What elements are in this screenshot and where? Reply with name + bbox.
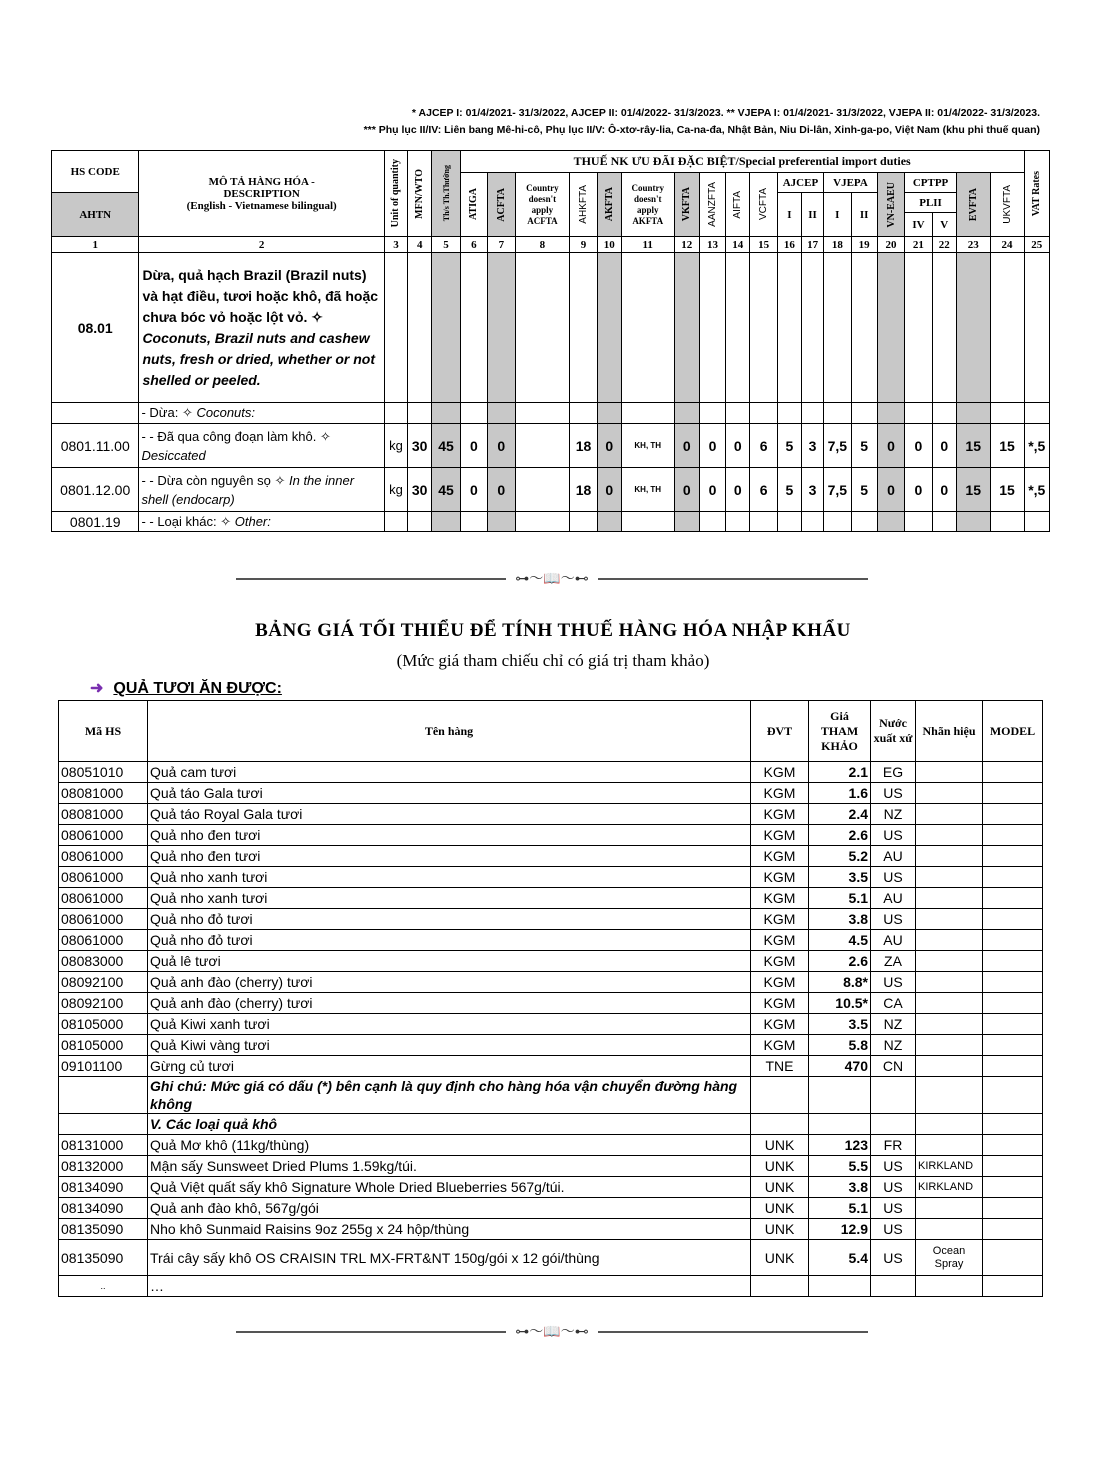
- unit-cell: TNE: [751, 1056, 809, 1077]
- cptpp-header: CPTPP: [905, 173, 957, 193]
- country-cell: US: [871, 909, 916, 930]
- section-heading: ➜ QUẢ TƯƠI ĂN ĐƯỢC:: [90, 680, 282, 697]
- country-cell: CA: [871, 993, 916, 1014]
- aanzfta-header: AANZFTA: [699, 173, 725, 237]
- heading-code: 08.01: [52, 253, 139, 403]
- country-cell: US: [871, 1240, 916, 1276]
- description-header: MÔ TẢ HÀNG HÓA - DESCRIPTION (English - Vietnamese bilingual): [139, 151, 384, 237]
- name-cell: Quả anh đào (cherry) tươi: [148, 972, 751, 993]
- model-cell: [983, 951, 1043, 972]
- vkfta-header: VKFTA: [674, 173, 699, 237]
- vcfta-header: VCFTA: [750, 173, 777, 237]
- brand-cell: [916, 1135, 983, 1156]
- country-cell: US: [871, 1156, 916, 1177]
- price-cell: 5.8: [809, 1035, 871, 1056]
- price-cell: 10.5*: [809, 993, 871, 1014]
- unit-cell: KGM: [751, 825, 809, 846]
- unit-cell: KGM: [751, 762, 809, 783]
- price-cell: 5.5: [809, 1156, 871, 1177]
- hs-cell: 08135090: [59, 1219, 148, 1240]
- ahkfta-header: AHKFTA: [570, 173, 597, 237]
- price-cell: 123: [809, 1135, 871, 1156]
- ajcep-header: AJCEP: [777, 173, 823, 193]
- country-cell: FR: [871, 1135, 916, 1156]
- hs-cell: 08092100: [59, 972, 148, 993]
- plii-header: PLII: [905, 193, 957, 213]
- table-row: [59, 1014, 1043, 1035]
- special-duties-header: THUẾ NK ƯU ĐÃI ĐẶC BIỆT/Special preferential import duties: [460, 151, 1024, 173]
- country-cell: AU: [871, 930, 916, 951]
- price-cell: 2.6: [809, 951, 871, 972]
- evfta-header: EVFTA: [956, 173, 990, 237]
- unit-cell: KGM: [751, 867, 809, 888]
- brand-cell: [916, 1035, 983, 1056]
- price-cell: 2.1: [809, 762, 871, 783]
- brand-cell: [916, 888, 983, 909]
- table-row: [59, 888, 1043, 909]
- brand-cell: Ocean Spray: [916, 1240, 983, 1276]
- table-row: [59, 1177, 1043, 1198]
- brand-cell: [916, 762, 983, 783]
- name-cell: Quả Kiwi vàng tươi: [148, 1035, 751, 1056]
- cptpp-v-header: V: [932, 213, 956, 237]
- model-cell: [983, 909, 1043, 930]
- table-row: [59, 804, 1043, 825]
- brand-header: Nhãn hiệu: [916, 701, 983, 762]
- model-cell: [983, 1177, 1043, 1198]
- model-cell: [983, 1014, 1043, 1035]
- book-ornament-icon: ⊶〜📖〜⊷: [506, 1323, 598, 1339]
- country-cell: US: [871, 783, 916, 804]
- tariff-row-0801-11-00: 0801.11.00 - - Đã qua công đoạn làm khô. ✧ Desiccated kg 30 45 0 0 18 0 KH, TH 0 0 0 6 5 3 7,5 5 0 0 0 15 15 *,5: [52, 424, 1050, 468]
- vn-eaeu-header: VN-EAEU: [877, 173, 904, 237]
- table-row: [59, 993, 1043, 1014]
- name-cell: Quả nho đen tươi: [148, 825, 751, 846]
- table-row: [59, 783, 1043, 804]
- price-cell: 3.8: [809, 1177, 871, 1198]
- model-cell: [983, 867, 1043, 888]
- dried-fruit-heading-row: [59, 1114, 1043, 1135]
- hs-cell: 08132000: [59, 1156, 148, 1177]
- hs-cell: 08083000: [59, 951, 148, 972]
- brand-cell: [916, 1198, 983, 1219]
- table-row: [59, 1135, 1043, 1156]
- model-cell: [983, 783, 1043, 804]
- unit-cell: KGM: [751, 888, 809, 909]
- price-table-subtitle: (Mức giá tham chiếu chỉ có giá trị tham khảo): [396, 651, 710, 670]
- hs-cell: 08134090: [59, 1177, 148, 1198]
- country-cell: AU: [871, 888, 916, 909]
- name-cell: Quả Mơ khô (11kg/thùng): [148, 1135, 751, 1156]
- model-cell: [983, 804, 1043, 825]
- model-cell: [983, 825, 1043, 846]
- model-cell: [983, 1035, 1043, 1056]
- hs-cell: 08061000: [59, 867, 148, 888]
- unit-cell: KGM: [751, 1035, 809, 1056]
- acfta-header: ACFTA: [488, 173, 515, 237]
- price-cell: 8.8*: [809, 972, 871, 993]
- name-cell: Trái cây sấy khô OS CRAISIN TRL MX-FRT&NT 150g/gói x 12 gói/thùng: [148, 1240, 751, 1276]
- price-cell: 5.4: [809, 1240, 871, 1276]
- footnote-annex: *** Phụ lục II/IV: Liên bang Mê-hi-cô, Phụ lục II/V: Ô-xtơ-rây-lia, Ca-na-đa, Nhật Bản, Niu Di-lân, Xinh-ga-po, Việt Nam (khu phi thuế quan): [363, 124, 1040, 136]
- unit-cell: UNK: [751, 1240, 809, 1276]
- unit-cell: KGM: [751, 783, 809, 804]
- price-cell: 5.1: [809, 888, 871, 909]
- hs-cell: 08092100: [59, 993, 148, 1014]
- country-cell: NZ: [871, 1035, 916, 1056]
- mfn-header: MFN/WTO: [408, 151, 432, 237]
- brand-cell: [916, 972, 983, 993]
- brand-cell: [916, 909, 983, 930]
- unit-header: Unit of quantity: [384, 151, 407, 237]
- country-not-acfta-header: Country doesn't apply ACFTA: [515, 173, 570, 237]
- hs-cell: 08061000: [59, 846, 148, 867]
- brand-cell: [916, 846, 983, 867]
- model-cell: [983, 993, 1043, 1014]
- price-cell: 5.2: [809, 846, 871, 867]
- air-freight-note: Ghi chú: Mức giá có dấu (*) bên cạnh là quy định cho hàng hóa vận chuyển đường hàng không: [148, 1077, 751, 1114]
- unit-cell: UNK: [751, 1135, 809, 1156]
- table-row: [59, 972, 1043, 993]
- model-cell: [983, 762, 1043, 783]
- hs-cell: 08061000: [59, 825, 148, 846]
- brand-cell: KIRKLAND: [916, 1177, 983, 1198]
- unit-cell: KGM: [751, 804, 809, 825]
- price-table-title: BẢNG GIÁ TỐI THIỂU ĐỂ TÍNH THUẾ HÀNG HÓA NHẬP KHẨU: [255, 620, 851, 641]
- model-header: MODEL: [983, 701, 1043, 762]
- table-row: [59, 1035, 1043, 1056]
- ahtn-header: AHTN: [52, 193, 139, 237]
- model-cell: [983, 888, 1043, 909]
- name-cell: Quả cam tươi: [148, 762, 751, 783]
- ellipsis-hs: ..: [59, 1276, 148, 1297]
- name-cell: Quả nho xanh tươi: [148, 888, 751, 909]
- table-row: [59, 930, 1043, 951]
- unit-cell: UNK: [751, 1198, 809, 1219]
- model-cell: [983, 846, 1043, 867]
- table-row: [59, 846, 1043, 867]
- hs-cell: 08061000: [59, 930, 148, 951]
- price-cell: 5.1: [809, 1198, 871, 1219]
- unit-cell: UNK: [751, 1177, 809, 1198]
- note-row: [59, 1077, 1043, 1114]
- country-cell: NZ: [871, 1014, 916, 1035]
- name-cell: Quả anh đào (cherry) tươi: [148, 993, 751, 1014]
- dried-fruit-heading: V. Các loại quả khô: [148, 1114, 751, 1135]
- model-cell: [983, 1156, 1043, 1177]
- aifta-header: AIFTA: [726, 173, 750, 237]
- table-row: [59, 1219, 1043, 1240]
- country-cell: NZ: [871, 804, 916, 825]
- hs-cell: 09101100: [59, 1056, 148, 1077]
- hs-cell: 08134090: [59, 1198, 148, 1219]
- model-cell: [983, 1240, 1043, 1276]
- brand-cell: [916, 804, 983, 825]
- name-cell: Quả lê tươi: [148, 951, 751, 972]
- ajcep-i-header: I: [777, 193, 801, 237]
- table-row: [59, 762, 1043, 783]
- vjepa-header: VJEPA: [824, 173, 878, 193]
- tariff-table: [51, 150, 1050, 532]
- arrow-bullet-icon: ➜: [90, 680, 104, 697]
- price-cell: 4.5: [809, 930, 871, 951]
- unit-cell: KGM: [751, 972, 809, 993]
- heading-description: Dừa, quả hạch Brazil (Brazil nuts) và hạt điều, tươi hoặc khô, đã hoặc chưa bóc vỏ hoặc lột vỏ. ✧ Coconuts, Brazil nuts and cashew nuts, fresh or dried, whether or not shelled or peeled.: [139, 253, 384, 403]
- country-cell: US: [871, 1177, 916, 1198]
- tariff-row-0801-19: 0801.19 - - Loại khác: ✧ Other:: [52, 512, 1050, 532]
- country-cell: US: [871, 825, 916, 846]
- atiga-header: ATIGA: [460, 173, 487, 237]
- name-cell: Quả táo Gala tươi: [148, 783, 751, 804]
- ukvfta-header: UKVFTA: [990, 173, 1024, 237]
- model-cell: [983, 1219, 1043, 1240]
- country-cell: US: [871, 1198, 916, 1219]
- name-cell: Nho khô Sunmaid Raisins 9oz 255g x 24 hộp/thùng: [148, 1219, 751, 1240]
- price-cell: 3.5: [809, 867, 871, 888]
- price-cell: 470: [809, 1056, 871, 1077]
- table-row: [59, 1198, 1043, 1219]
- country-cell: US: [871, 867, 916, 888]
- hs-cell: 08105000: [59, 1014, 148, 1035]
- akfta-header: AKFTA: [597, 173, 621, 237]
- model-cell: [983, 930, 1043, 951]
- brand-cell: [916, 930, 983, 951]
- unit-cell: UNK: [751, 1156, 809, 1177]
- hs-code-header: HS CODE: [52, 151, 139, 193]
- price-cell: 3.5: [809, 1014, 871, 1035]
- name-cell: Quả Kiwi xanh tươi: [148, 1014, 751, 1035]
- brand-cell: [916, 1014, 983, 1035]
- name-cell: Quả nho đỏ tươi: [148, 930, 751, 951]
- country-cell: CN: [871, 1056, 916, 1077]
- table-row: [59, 825, 1043, 846]
- country-cell: US: [871, 1219, 916, 1240]
- country-cell: ZA: [871, 951, 916, 972]
- ellipsis-name: …: [148, 1276, 751, 1297]
- subheading-row-coconuts: - Dừa: ✧ Coconuts:: [52, 403, 1050, 424]
- price-cell: 12.9: [809, 1219, 871, 1240]
- model-cell: [983, 972, 1043, 993]
- brand-cell: [916, 1219, 983, 1240]
- name-header: Tên hàng: [148, 701, 751, 762]
- brand-cell: [916, 951, 983, 972]
- normal-rate-header: Th/s Th.Thường: [432, 151, 460, 237]
- brand-cell: [916, 993, 983, 1014]
- table-row: [59, 951, 1043, 972]
- name-cell: Gừng củ tươi: [148, 1056, 751, 1077]
- brand-cell: [916, 783, 983, 804]
- price-header-row: [59, 701, 1043, 762]
- table-row: [59, 1056, 1043, 1077]
- vjepa-ii-header: II: [851, 193, 877, 237]
- heading-row-0801: [52, 253, 1050, 403]
- hs-cell: 08105000: [59, 1035, 148, 1056]
- brand-cell: [916, 825, 983, 846]
- price-header: Giá THAM KHẢO: [809, 701, 871, 762]
- table-row: [59, 1156, 1043, 1177]
- table-row: [59, 867, 1043, 888]
- model-cell: [983, 1198, 1043, 1219]
- unit-header: ĐVT: [751, 701, 809, 762]
- hs-cell: 08131000: [59, 1135, 148, 1156]
- hs-cell: 08051010: [59, 762, 148, 783]
- hs-cell: 08061000: [59, 888, 148, 909]
- hs-header: Mã HS: [59, 701, 148, 762]
- tariff-row-0801-12-00: 0801.12.00 - - Dừa còn nguyên sọ ✧ In the inner shell (endocarp) kg 30 45 0 0 18 0 KH, TH 0 0 0 6 5 3 7,5 5 0 0 0 15 15 *,5: [52, 468, 1050, 512]
- hs-cell: 08081000: [59, 804, 148, 825]
- price-cell: 3.8: [809, 909, 871, 930]
- brand-cell: [916, 867, 983, 888]
- price-cell: 2.6: [809, 825, 871, 846]
- country-cell: US: [871, 972, 916, 993]
- name-cell: Quả nho xanh tươi: [148, 867, 751, 888]
- unit-cell: KGM: [751, 846, 809, 867]
- price-cell: 2.4: [809, 804, 871, 825]
- ajcep-ii-header: II: [802, 193, 824, 237]
- name-cell: Quả nho đỏ tươi: [148, 909, 751, 930]
- unit-cell: KGM: [751, 993, 809, 1014]
- unit-cell: KGM: [751, 909, 809, 930]
- name-cell: Mận sấy Sunsweet Dried Plums 1.59kg/túi.: [148, 1156, 751, 1177]
- ellipsis-row: [59, 1276, 1043, 1297]
- cptpp-iv-header: IV: [905, 213, 932, 237]
- country-header: Nước xuất xứ: [871, 701, 916, 762]
- brand-cell: KIRKLAND: [916, 1156, 983, 1177]
- unit-cell: KGM: [751, 951, 809, 972]
- price-table: [58, 700, 1043, 1297]
- hs-cell: 08135090: [59, 1240, 148, 1276]
- hs-cell: 08061000: [59, 909, 148, 930]
- model-cell: [983, 1135, 1043, 1156]
- brand-cell: [916, 1056, 983, 1077]
- footnote-ajcep-vjepa: * AJCEP I: 01/4/2021- 31/3/2022, AJCEP II: 01/4/2022- 31/3/2023. ** VJEPA I: 01/4/2021- 31/3/2022, VJEPA II: 01/4/2022- 31/3/2023.: [411, 107, 1040, 119]
- unit-cell: KGM: [751, 1014, 809, 1035]
- vat-header: VAT Rates: [1024, 151, 1049, 237]
- unit-cell: UNK: [751, 1219, 809, 1240]
- book-ornament-icon: ⊶〜📖〜⊷: [506, 570, 598, 586]
- country-cell: EG: [871, 762, 916, 783]
- name-cell: Quả nho đen tươi: [148, 846, 751, 867]
- name-cell: Quả Việt quất sấy khô Signature Whole Dried Blueberries 567g/túi.: [148, 1177, 751, 1198]
- name-cell: Quả táo Royal Gala tươi: [148, 804, 751, 825]
- hs-cell: 08081000: [59, 783, 148, 804]
- column-number-row: 1 2 3 4 5 6 7 8 9 10 11 12 13 14 15 16 17 18 19 20 21 22 23 24 25: [52, 237, 1050, 253]
- unit-cell: KGM: [751, 930, 809, 951]
- country-cell: AU: [871, 846, 916, 867]
- model-cell: [983, 1056, 1043, 1077]
- table-row: [59, 1240, 1043, 1276]
- name-cell: Quả anh đào khô, 567g/gói: [148, 1198, 751, 1219]
- price-cell: 1.6: [809, 783, 871, 804]
- country-not-akfta-header: Country doesn't apply AKFTA: [621, 173, 674, 237]
- table-row: [59, 909, 1043, 930]
- vjepa-i-header: I: [824, 193, 851, 237]
